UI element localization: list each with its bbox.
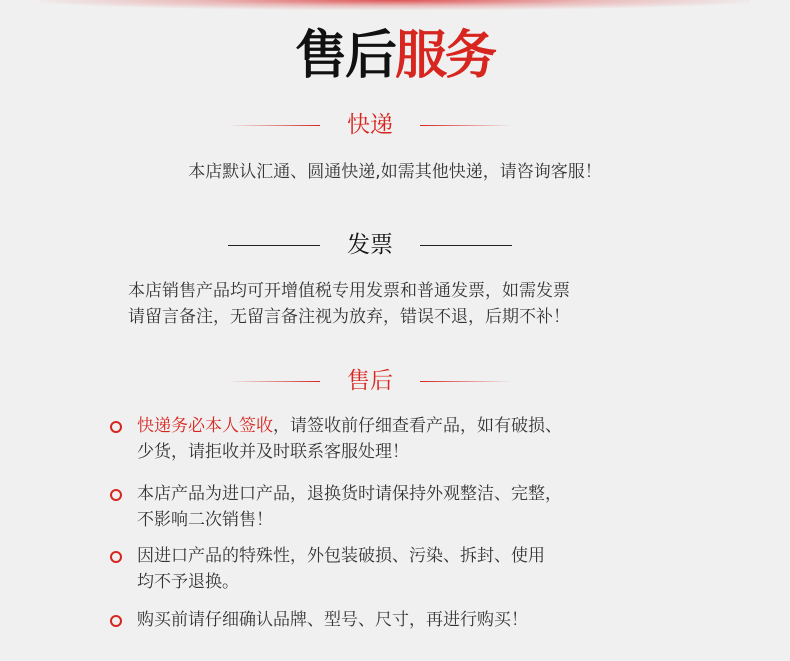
circle-bullet-icon [110, 615, 122, 627]
aftersale-item-text [137, 543, 657, 595]
express-heading: 快递 [347, 112, 393, 138]
aftersale-item-text [137, 607, 657, 633]
invoice-text [128, 278, 688, 330]
aftersale-line-1: 本店产品为进口产品，退换货时请保持外观整洁、完整， [137, 484, 562, 504]
aftersale-line-2: 少货，请拒收并及时联系客服处理！ [137, 442, 409, 462]
circle-bullet-icon [110, 421, 122, 433]
title-part-black: 售后 [294, 26, 395, 86]
aftersale-line-1: 购买前请仔细确认品牌、型号、尺寸，再进行购买！ [137, 610, 528, 630]
invoice-line-2: 请留言备注，无留言备注视为放弃，错误不退，后期不补！ [128, 307, 570, 327]
aftersale-line-2: 均不予退换。 [137, 572, 239, 592]
circle-bullet-icon [110, 489, 122, 501]
aftersale-highlight: 快递务必本人签收 [137, 416, 273, 436]
header-divider-right [420, 245, 512, 246]
express-text: 本店默认汇通、圆通快递,如需其他快递，请咨询客服！ [188, 162, 602, 182]
invoice-line-1: 本店销售产品均可开增值税专用发票和普通发票，如需发票 [128, 281, 570, 301]
top-red-shadow [40, 0, 750, 10]
aftersale-item-text [137, 481, 657, 533]
circle-bullet-icon [110, 551, 122, 563]
invoice-heading: 发票 [347, 232, 393, 258]
aftersale-section-header [0, 361, 790, 401]
page-title [0, 24, 790, 88]
header-divider-right [420, 381, 512, 382]
title-part-red: 服务 [395, 26, 496, 86]
aftersale-item-text [137, 413, 657, 465]
aftersale-line-1: ，请签收前仔细查看产品，如有破损、 [273, 416, 562, 436]
aftersale-line-1: 因进口产品的特殊性，外包装破损、污染、拆封、使用 [137, 546, 545, 566]
aftersale-heading: 售后 [347, 368, 393, 394]
aftersale-line-2: 不影响二次销售！ [137, 510, 273, 530]
header-divider-right [420, 125, 512, 126]
invoice-section-header [0, 225, 790, 265]
express-section-header [0, 105, 790, 145]
